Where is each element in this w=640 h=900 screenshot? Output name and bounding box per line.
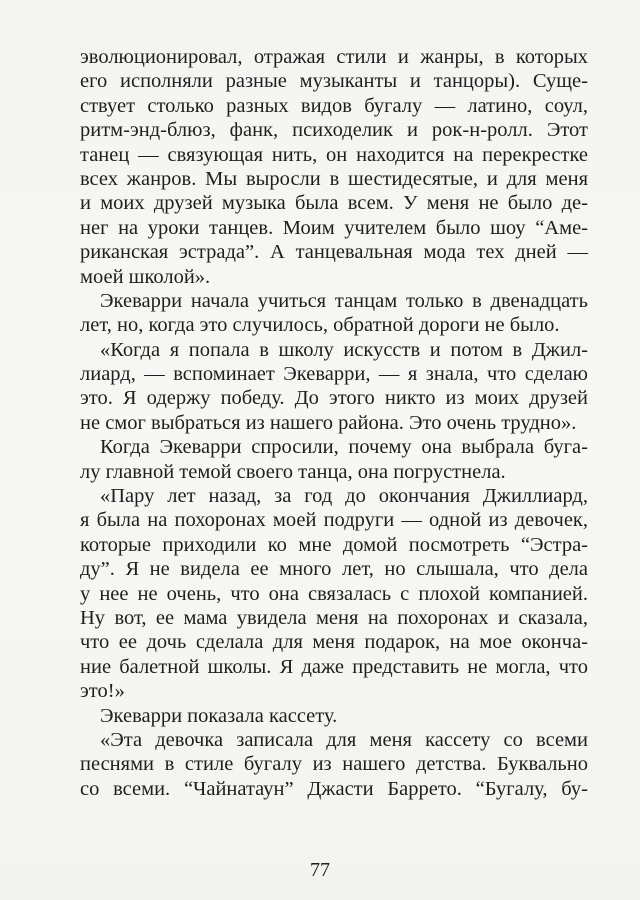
text-line: песнями в стиле бугалу из нашего детства. Буквально (80, 753, 588, 776)
text-line: лу главной темой своего танца, она погрустнела. (80, 460, 506, 483)
text-line: «Пару лет назад, за год до окончания Джиллиард, (100, 485, 588, 508)
text-line: лет, но, когда это случилось, обратной дороги не было. (80, 314, 560, 337)
text-line: нег на уроки танцев. Моим учителем было шоу “Аме- (80, 216, 588, 239)
text-line: ние балетной школы. Я даже представить не могла, что (80, 655, 588, 678)
text-line: лиард, — вспоминает Экеварри, — я знала, что сделаю (80, 363, 588, 386)
text-line: что ее дочь сделала для меня подарок, на мое оконча- (80, 631, 588, 654)
text-line: ствует столько разных видов бугалу — латино, соул, (80, 94, 588, 117)
text-line: у нее не очень, что она связалась с плохой компанией. (80, 582, 588, 605)
text-line: это!» (80, 680, 125, 703)
text-line: «Когда я попала в школу искусств и потом в Джил- (100, 338, 588, 361)
text-line: эволюционировал, отражая стили и жанры, в которых (80, 46, 588, 68)
text-line: со всеми. “Чайнатаун” Джасти Баррето. “Бугалу, бу- (80, 777, 588, 800)
text-line: и моих друзей музыка была всем. У меня не было де- (80, 192, 588, 215)
page-number: 77 (310, 859, 330, 881)
text-line: всех жанров. Мы выросли в шестидесятые, и для меня (80, 167, 588, 190)
text-line: Когда Экеварри спросили, почему она выбрала бугa- (100, 436, 588, 459)
text-line: Экеварри показала кассету. (100, 704, 338, 727)
text-line: ду”. Я не видела ее много лет, но слышала, что дела (80, 558, 588, 581)
text-line: которые приходили ко мне домой посмотреть “Эстра- (80, 533, 588, 556)
text-line: не смог выбраться из нашего района. Это очень трудно». (80, 411, 577, 434)
text-line: Экеварри начала учиться танцам только в двенадцать (100, 289, 588, 312)
text-line: «Эта девочка записала для меня кассету со всеми (100, 728, 588, 751)
text-line: ритм-энд-блюз, фанк, психоделик и рок-н-ролл. Этот (80, 119, 588, 142)
text-line: моей школой». (80, 265, 211, 288)
text-line: его исполняли разные музыканты и танцоры). Суще- (80, 70, 588, 93)
body-text (80, 45, 588, 801)
text-line: я была на похоронах моей подруги — одной из девочек, (80, 509, 588, 532)
text-line: риканская эстрада”. А танцевальная мода тех дней — (80, 241, 588, 264)
text-line: Ну вот, ее мама увидела меня на похоронах и сказала, (80, 606, 588, 629)
text-line: это. Я одержу победу. До этого никто из моих друзей (80, 387, 588, 410)
text-line: танец — связующая нить, он находится на перекрестке (80, 143, 588, 166)
